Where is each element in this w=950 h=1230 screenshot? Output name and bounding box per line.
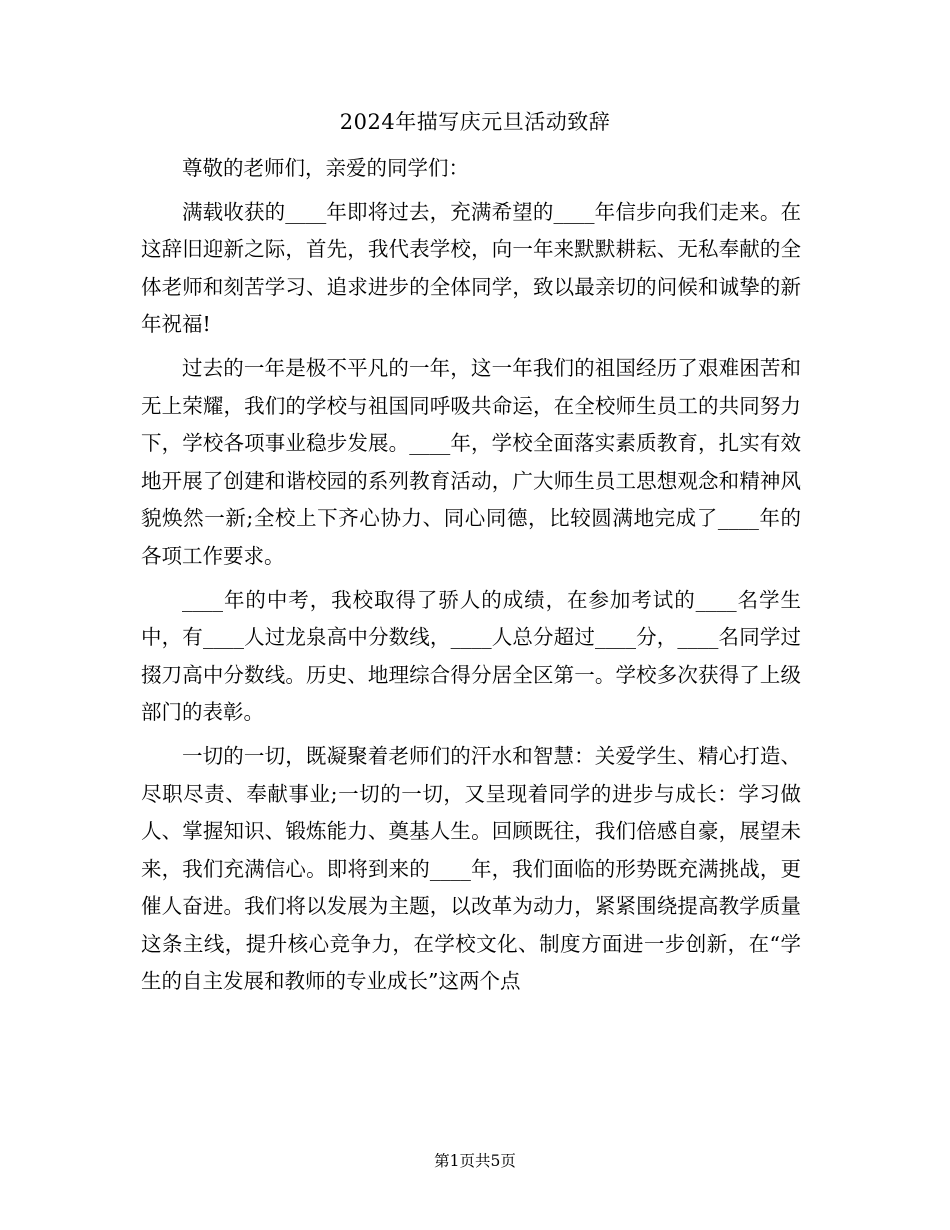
- paragraph-4: 一切的一切，既凝聚着老师们的汗水和智慧：关爱学生、精心打造、尽职尽责、奉献事业;一切的一切，又呈现着同学的进步与成长：学习做人、掌握知识、锻炼能力、奠基人生。回顾既往，我们倍感自豪，展望未来，我们充满信心。即将到来的____年，我们面临的形势既充满挑战，更催人奋进。我们将以发展为主题，以改革为动力，紧紧围绕提高教学质量这条主线，提升核心竞争力，在学校文化、制度方面进一步创新，在“学生的自主发展和教师的专业成长”这两个点: [141, 743, 801, 994]
- page-number: 第1页共5页: [434, 1152, 516, 1170]
- salutation: 尊敬的老师们，亲爱的同学们：: [182, 156, 469, 180]
- paragraph-1: 满载收获的____年即将过去，充满希望的____年信步向我们走来。在这辞旧迎新之际，首先，我代表学校，向一年来默默耕耘、无私奉献的全体老师和刻苦学习、追求进步的全体同学，致以最亲切的问候和诚挚的新年祝福!: [141, 199, 801, 337]
- paragraph-3: ____年的中考，我校取得了骄人的成绩，在参加考试的____名学生中，有____人过龙泉高中分数线，____人总分超过____分，____名同学过掇刀高中分数线。历史、地理综合得分居全区第一。学校多次获得了上级部门的表彰。: [141, 587, 801, 725]
- document-title: 2024年描写庆元旦活动致辞: [339, 110, 611, 134]
- document-body: [141, 150, 801, 1001]
- paragraph-2: 过去的一年是极不平凡的一年，这一年我们的祖国经历了艰难困苦和无上荣耀，我们的学校与祖国同呼吸共命运，在全校师生员工的共同努力下，学校各项事业稳步发展。____年，学校全面落实素质教育，扎实有效地开展了创建和谐校园的系列教育活动，广大师生员工思想观念和精神风貌焕然一新;全校上下齐心协力、同心同德，比较圆满地完成了____年的各项工作要求。: [141, 355, 801, 568]
